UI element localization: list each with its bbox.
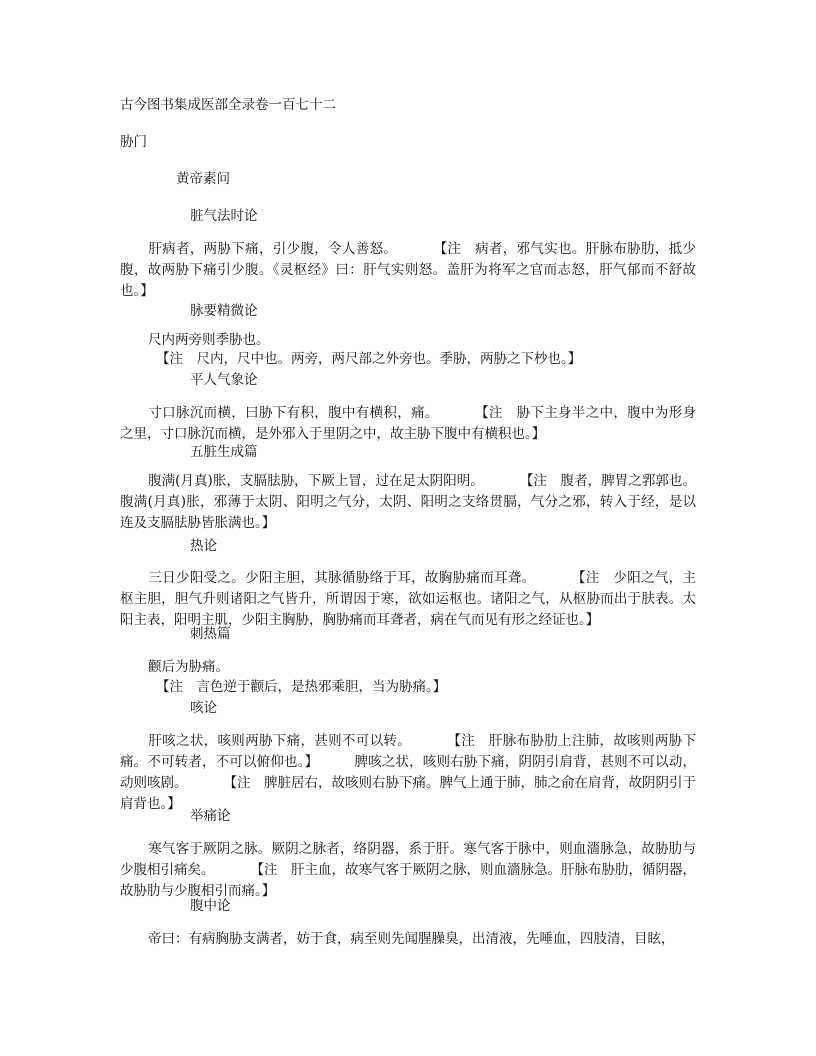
annotation: 【注 肝主血，故寒气客于厥阴之脉，则血濇脉急。肝脉布胁肋，循阴器，故胁肋与少腹相引而痛。】: [120, 862, 696, 899]
paragraph: [120, 657, 696, 678]
chapter-heading: 腹中论: [190, 898, 231, 914]
annotation: 【注 病者，邪气实也。肝脉布胁肋，抵少腹，故两胁下痛引少腹。《灵枢经》曰：肝气实则怒。盖肝为将军之官而志怒，肝气郁而不舒故也。】: [120, 241, 696, 299]
annotation: 【注 言色逆于颧后，是热邪乘胆，当为胁痛。】: [156, 679, 447, 695]
annotation: 【注 胁下主身半之中，腹中为形身之里，寸口脉沉而横，是外邪入于里阴之中，故主胁下腹中有横积也。】: [120, 405, 697, 442]
paragraph: [120, 330, 696, 351]
text: 腹满(月真)胀，支膈胠胁，下厥上冒，过在足太阴阳明。: [148, 473, 484, 489]
text: 尺内两旁则季胁也。: [148, 332, 270, 348]
paragraph: [120, 929, 696, 950]
text: 帝曰：有病胸胁支满者，妨于食，病至则先闻腥臊臭，出清液，先唾血，四肢清，目眩，: [148, 931, 675, 947]
chapter-heading: 平人气象论: [190, 372, 258, 388]
text: 肝病者，两胁下痛，引少腹，令人善怒。: [148, 241, 398, 257]
paragraph: [120, 839, 696, 902]
chapter-heading: 脉要精微论: [190, 303, 258, 319]
chapter-heading: 刺热篇: [190, 626, 231, 642]
text: 肝咳之状，咳则两胁下痛，甚则不可以转。: [148, 733, 412, 749]
text: 寸口脉沉而横，曰胁下有积，腹中有横积，痛。: [148, 405, 439, 421]
paragraph: [120, 731, 696, 815]
annotation: 【注 少阳之气，主枢主胆，胆气升则诸阳之气皆升，所谓因于寒，欲如运枢也。诸阳之气，从枢胁而出于肤表。太阳主表，阳明主肌，少阳主胸胁，胸胁痛而耳聋者，病在气而见有形之经证也。】: [120, 570, 697, 628]
text: 脾咳之状，咳则右胁下痛，阴阴引肩背，甚则不可以动，动则咳剧。: [120, 754, 696, 791]
annotation: 【注 尺内，尺中也。两旁，两尺部之外旁也。季胁，两胁之下杪也。】: [156, 351, 582, 367]
chapter-heading: 五脏生成篇: [190, 444, 258, 460]
text: 三日少阳受之。少阳主胆，其脉循胁络于耳，故胸胁痛而耳聋。: [148, 570, 536, 586]
book-title: 古今图书集成医部全录卷一百七十二: [120, 97, 336, 113]
paragraph: [120, 568, 696, 631]
text: 颧后为胁痛。: [148, 659, 229, 675]
annotation: 【注 腹者，脾胃之郛郭也。腹满(月真)胀，邪薄于太阴、阳明之气分，太阴、阳明之支络贯膈，气分之邪，转入于经，是以连及支膈胠胁皆胀满也。】: [120, 473, 696, 531]
chapter-heading: 举痛论: [190, 808, 231, 824]
source-title: 黄帝素问: [176, 171, 230, 187]
annotation: 【注 脾脏居右，故咳则右胁下痛。脾气上通于肺，肺之俞在肩背，故阴阴引于肩背也。】: [120, 775, 696, 812]
paragraph: [120, 239, 696, 302]
annotation: 【注 肝脉布胁肋上注肺，故咳则两胁下痛。不可转者，不可以俯仰也。】: [120, 733, 696, 770]
chapter-heading: 咳论: [190, 700, 217, 716]
paragraph: [120, 403, 696, 445]
text: 寒气客于厥阴之脉。厥阴之脉者，络阴器，系于肝。寒气客于脉中，则血濇脉急，故胁肋与少腹相引痛矣。: [120, 841, 696, 878]
chapter-heading: 热论: [190, 538, 217, 554]
section-title: 胁门: [120, 134, 147, 150]
paragraph: [120, 471, 696, 534]
chapter-heading: 脏气法时论: [190, 208, 258, 224]
